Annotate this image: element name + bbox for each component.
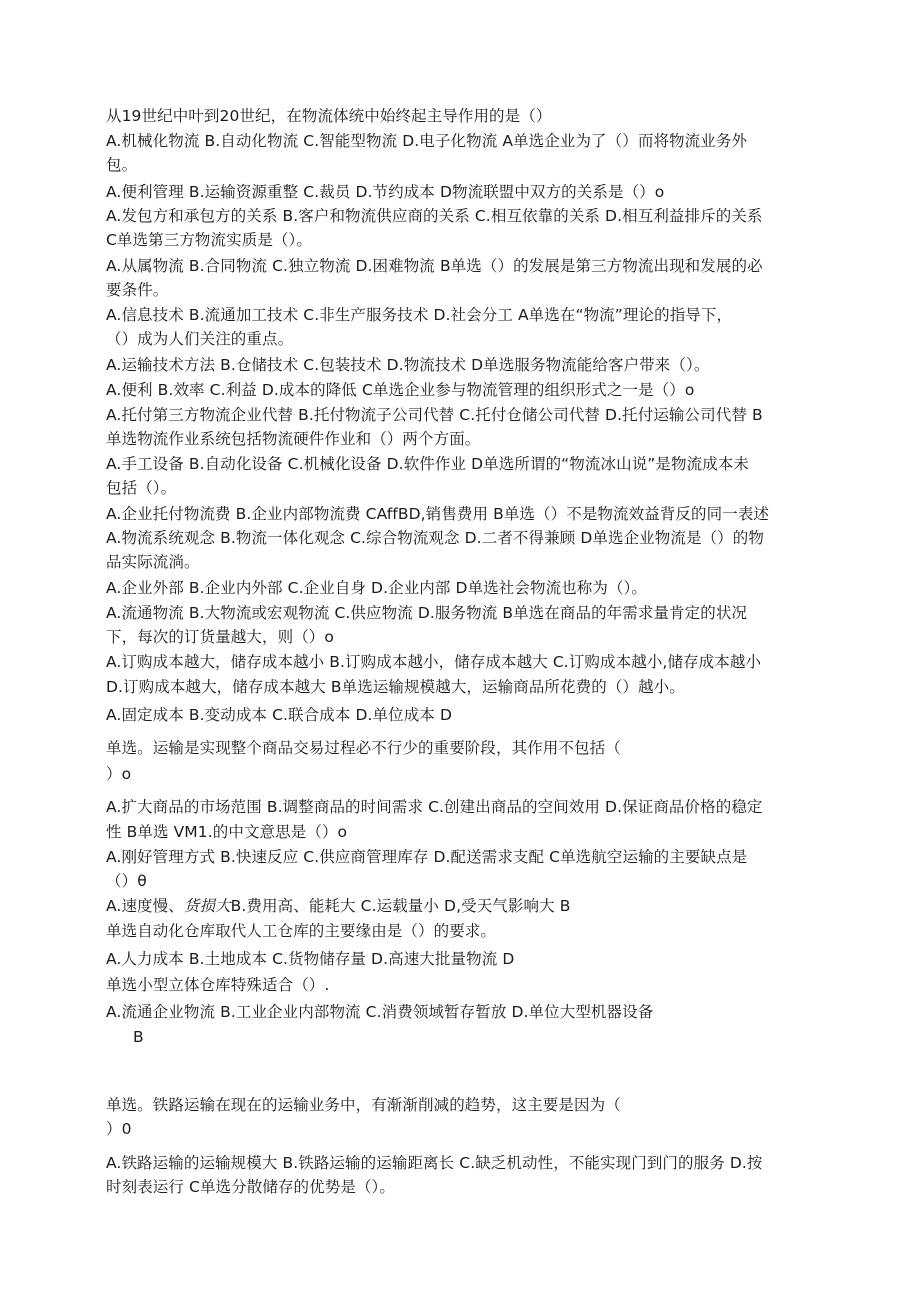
options-line: A.手工设备 B.自动化设备 C.机械化设备 D.软件作业 D单选所谓的“物流冰山说”是物流成本未: [106, 455, 750, 473]
options-line: A.流通企业物流 B.工业企业内部物流 C.消费领域暂存暂放 D.单位大型机器设备: [106, 1003, 654, 1021]
question-line: 单选小型立体仓库特殊适合（）.: [106, 976, 330, 994]
options-line: A.物流系统观念 B.物流一体化观念 C.综合物流观念 D.二者不得兼顾 D单选企业物流是（）的物: [106, 529, 764, 547]
options-line: A.便利 B.效率 C.利益 D.成本的降低 C单选企业参与物流管理的组织形式之一是（）o: [106, 381, 695, 399]
question-line: 单选。铁路运输在现在的运输业务中，有渐渐削减的趋势，这主要是因为（: [106, 1096, 621, 1114]
options-text: B.费用高、能耗大 C.运载量小 D,受天气影响大 B: [230, 897, 571, 915]
options-line: D.订购成本越大，储存成本越大 B单选运输规模越大，运输商品所花费的（）越小。: [106, 678, 685, 696]
question-line: （）成为人们关注的重点。: [106, 330, 294, 348]
options-line: A.企业外部 B.企业内外部 C.企业自身 D.企业内部 D单选社会物流也称为（）。: [106, 579, 648, 597]
italic-option-text: 货损大: [183, 897, 231, 915]
question-line: 包括（）。: [106, 479, 177, 497]
options-line: A.企业托付物流费 B.企业内部物流费 CAffBD,销售费用 B单选（）不是物流效益背反的同一表述: [106, 505, 770, 523]
options-line: A.扩大商品的市场范围 B.调整商品的时间需求 C.创建出商品的空间效用 D.保证商品价格的稳定: [106, 798, 763, 816]
options-line: A.人力成本 B.土地成本 C.货物储存量 D.高速大批量物流 D: [106, 950, 515, 968]
options-line: A.流通物流 B.大物流或宏观物流 C.供应物流 D.服务物流 B单选在商品的年需求量肯定的状况: [106, 604, 748, 622]
question-line: 包。: [106, 156, 138, 174]
options-line: 性 B单选 VM1.的中文意思是（）o: [106, 823, 348, 841]
options-line: A.固定成本 B.变动成本 C.联合成本 D.单位成本 D: [106, 706, 452, 724]
options-text: A.速度慢、: [106, 897, 184, 915]
options-line: A.托付第三方物流企业代替 B.托付物流子公司代替 C.托付仓储公司代替 D.托付运输公司代替 B: [106, 406, 763, 424]
options-line: A.铁路运输的运输规模大 B.铁路运输的运输距离长 C.缺乏机动性，不能实现门到门的服务 D.按: [106, 1154, 763, 1172]
answer-line: B: [133, 1028, 144, 1046]
question-line: 下，每次的订货量越大，则（）o: [106, 628, 334, 646]
options-line: A.从属物流 B.合同物流 C.独立物流 D.困难物流 B单选（）的发展是第三方物流出现和发展的必: [106, 257, 763, 275]
options-line: A.发包方和承包方的关系 B.客户和物流供应商的关系 C.相互依靠的关系 D.相互利益排斥的关系: [106, 207, 763, 225]
question-line: 单选自动化仓库取代人工仓库的主要缘由是（）的要求。: [106, 922, 497, 940]
options-line: A.刚好管理方式 B.快速反应 C.供应商管理库存 D.配送需求支配 C单选航空运输的主要缺点是: [106, 848, 748, 866]
options-line: 时刻表运行 C单选分散储存的优势是（）。: [106, 1178, 396, 1196]
question-line: （）θ: [106, 872, 147, 890]
options-line: A.信息技术 B.流通加工技术 C.非生产服务技术 D.社会分工 A单选在“物流”理论的指导下，: [106, 306, 733, 324]
options-line: A.机械化物流 B.自动化物流 C.智能型物流 D.电子化物流 A单选企业为了（）而将物流业务外: [106, 132, 748, 150]
question-line: 单选物流作业系统包括物流硬件作业和（）两个方面。: [106, 430, 481, 448]
options-line: [106, 896, 570, 916]
question-line: ）0: [106, 1120, 132, 1138]
question-line: 从19世纪中叶到20世纪，在物流体统中始终起主导作用的是（）: [106, 107, 552, 125]
options-line: A.运输技术方法 B.仓储技术 C.包装技术 D.物流技术 D单选服务物流能给客户带来（）。: [106, 356, 710, 374]
options-line: A.订购成本越大，储存成本越小 B.订购成本越小，储存成本越大 C.订购成本越小,储存成本越小: [106, 653, 762, 671]
question-line: 要条件。: [106, 281, 169, 299]
question-line: 单选。运输是实现整个商品交易过程必不行少的重要阶段，其作用不包括（: [106, 739, 621, 757]
question-line: 品实际流淌。: [106, 553, 200, 571]
question-line: ）o: [106, 765, 132, 783]
options-line: A.便利管理 B.运输资源重整 C.裁员 D.节约成本 D物流联盟中双方的关系是（）o: [106, 183, 665, 201]
question-line: C单选第三方物流实质是（）。: [106, 231, 312, 249]
